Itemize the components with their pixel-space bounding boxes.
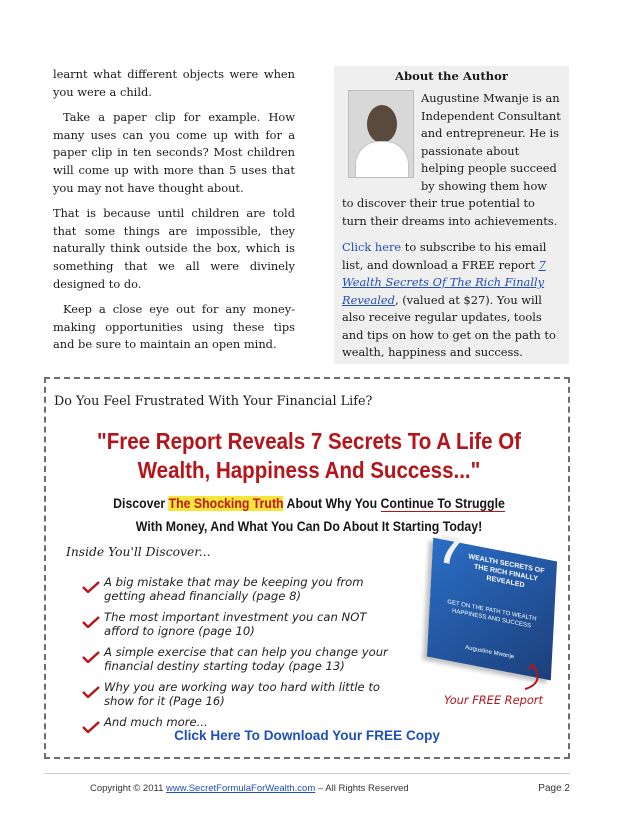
checkmark-icon	[82, 616, 100, 628]
cover-subtitle: GET ON THE PATH TO WEALTH HAPPINESS AND SUCCESS	[447, 599, 537, 630]
promo-headline: "Free Report Reveals 7 Secrets To A Life Of Wealth, Happiness And Success..."	[96, 428, 522, 483]
report-title-link[interactable]: 7 Wealth Secrets Of The Rich Finally Revealed	[342, 257, 546, 307]
subscribe-link[interactable]: Click here	[342, 240, 402, 254]
promo-question: Do You Feel Frustrated With Your Financial Life?	[54, 394, 373, 409]
bullet-text: The most important investment you can NOT afford to ignore (page 10)	[104, 610, 367, 638]
download-free-copy-link[interactable]: Click Here To Download Your FREE Copy	[174, 728, 440, 743]
article-left-column	[53, 66, 295, 362]
cover-number: 7	[437, 526, 463, 575]
report-cover-image	[427, 526, 557, 681]
page-number: Page 2	[538, 783, 570, 794]
author-photo	[348, 90, 414, 178]
paragraph-4: Keep a close eye out for any money-making opportunities using these tips and be sure to maintain an open mind.	[53, 302, 295, 352]
bullet-text: Why you are working way too hard with little to show for it (Page 16)	[104, 680, 381, 708]
author-photo-head	[367, 105, 397, 143]
free-report-promo	[44, 377, 570, 759]
your-free-report-label: Your FREE Report	[444, 693, 543, 707]
paragraph-2: Take a paper clip for example. How many uses can you come up with for a paper clip in ten seconds? Most children will come up with more than 5 uses that you may not have thought about.	[53, 110, 295, 195]
about-author-heading: About the Author	[395, 69, 508, 83]
sub-highlight: The Shocking Truth	[168, 496, 284, 511]
list-item	[84, 575, 402, 603]
checkmark-icon	[82, 651, 100, 663]
author-cta-paragraph	[342, 239, 561, 362]
list-item	[84, 715, 402, 729]
checkmark-icon	[82, 686, 100, 698]
bullet-text: A big mistake that may be keeping you from getting ahead financially (page 8)	[104, 575, 364, 603]
site-link[interactable]: www.SecretFormulaForWealth.com	[166, 783, 316, 794]
paragraph-3: That is because until children are told that some things are impossible, they naturally think outside the box, which is something that we all were divinely designed to do.	[53, 206, 295, 291]
sub-underline: Continue To Struggle	[380, 496, 505, 511]
author-cta-text-1: to subscribe to his email list, and download a FREE report	[342, 240, 547, 272]
sub-text-3: With Money, And What You Can Do About It Starting Today!	[135, 519, 483, 534]
list-item	[84, 645, 402, 673]
curved-arrow-icon	[521, 663, 545, 691]
bullet-text: And much more...	[104, 715, 208, 729]
about-author-box	[334, 66, 569, 364]
paragraph-1: learnt what different objects were when you were a child.	[53, 67, 295, 99]
author-photo-shirt	[355, 141, 409, 178]
page-footer	[90, 783, 570, 794]
inside-label: Inside You'll Discover...	[66, 545, 211, 559]
bullet-text: A simple exercise that can help you change your financial destiny starting today (page 13)	[104, 645, 388, 673]
checkmark-icon	[82, 581, 100, 593]
copyright-text-1: Copyright © 2011	[90, 783, 167, 794]
author-bio: Augustine Mwanje is an Independent Consultant and entrepreneur. He is passionate about helping people succeed by showing them how to discover their true potential to turn their dreams into achievements.	[342, 91, 561, 228]
footer-divider	[44, 773, 570, 774]
list-item	[84, 610, 402, 638]
copyright-text-2: – All Rights Reserved	[315, 783, 409, 794]
benefits-list	[84, 575, 402, 736]
cover-author: Augustine Mwanje	[465, 644, 515, 661]
list-item	[84, 680, 402, 708]
promo-subheadline	[85, 492, 532, 538]
cover-title: WEALTH SECRETS OF THE RICH FINALLY REVEALED	[468, 553, 545, 590]
sub-text-1: Discover	[113, 496, 169, 511]
author-cta-text-2: , (valued at $27). You will also receive regular updates, tools and tips on how to get on the path to wealth, happiness and success.	[342, 292, 556, 359]
sub-text-2: About Why You	[283, 496, 381, 511]
